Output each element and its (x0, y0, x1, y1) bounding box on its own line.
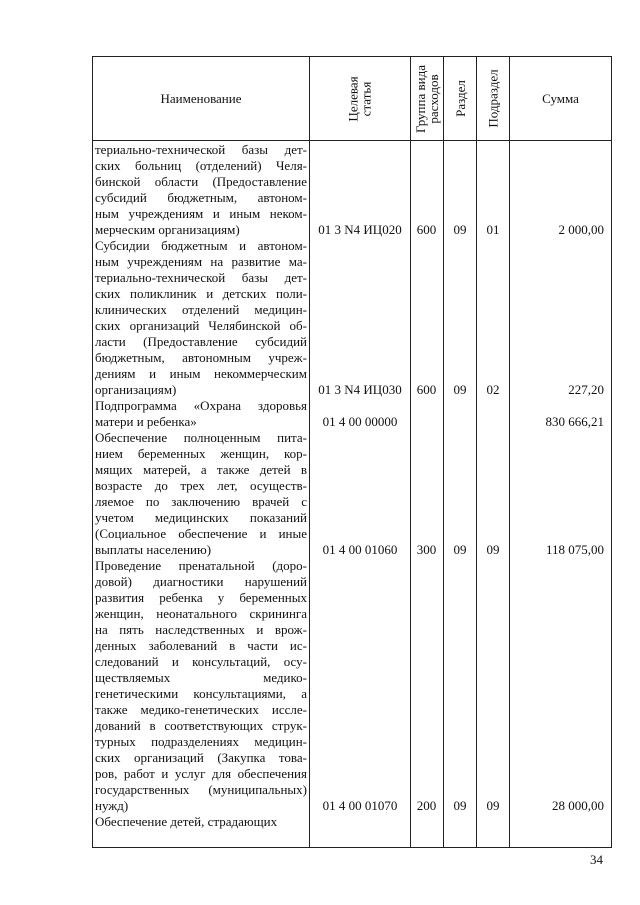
row-name-line: Обеспечение полноценным пита- (95, 430, 307, 445)
row-name-line: следований и консультаций, осу- (95, 654, 307, 669)
header-group-label: Группа вида расходов (413, 64, 442, 133)
column-divider (509, 57, 510, 847)
row-name-line: ществляемых медико- (95, 670, 307, 685)
budget-table (92, 56, 612, 848)
row-name-line: денных заболеваний в части ис- (95, 638, 307, 653)
header-group (411, 57, 443, 140)
row-name (95, 238, 307, 398)
row-name-line: Подпрограмма «Охрана здоровья (95, 398, 307, 413)
row-subsection: 01 (486, 222, 500, 237)
row-expense-group: 200 (416, 798, 437, 813)
row-name-line: также медико-генетических иссле- (95, 702, 307, 717)
row-name-line: бюджетным, автономным учреж- (95, 350, 307, 365)
row-name-line: ских организаций Челябинской об- (95, 318, 307, 333)
row-name (95, 814, 307, 830)
row-name-line: дований в соответствующих струк- (95, 718, 307, 733)
row-name-line: мящих матерей, а также детей в (95, 462, 307, 477)
header-target-label: Целевая статья (345, 75, 374, 122)
row-sum: 2 000,00 (558, 222, 604, 237)
row-name-line: матери и ребенка» (95, 414, 197, 429)
row-name-line: возрасте до трех лет, осуществ- (95, 478, 307, 493)
row-name-line: на пять наследственных и врож- (95, 622, 307, 637)
row-name-line: (Социальное обеспечение и иные (95, 526, 307, 541)
row-expense-group: 600 (416, 382, 437, 397)
row-expense-group: 600 (416, 222, 437, 237)
row-sum: 28 000,00 (552, 798, 604, 813)
page-number: 34 (590, 852, 603, 867)
header-section (444, 57, 476, 140)
row-name-line: ских больниц (отделений) Челя- (95, 158, 307, 173)
row-name-line: дениям и иным некоммерческим (95, 366, 307, 381)
header-sum (510, 57, 611, 140)
row-name-line: ров, работ и услуг для обеспечения (95, 766, 307, 781)
header-divider (93, 140, 611, 141)
row-name-line: клинических отделений медицин- (95, 302, 307, 317)
row-name-line: териально-технической базы дет- (95, 270, 307, 285)
row-name (95, 558, 307, 814)
row-name-line: организациям) (95, 382, 177, 397)
row-name-line: турных подразделениях медицин- (95, 734, 307, 749)
row-name-line: териально-технической базы дет- (95, 142, 307, 157)
column-divider (309, 57, 310, 847)
header-subsection-label: Подраздел (485, 69, 501, 128)
row-name-line: нужд) (95, 798, 129, 813)
row-name-line: учетом медицинских показаний (95, 510, 307, 525)
header-subsection (477, 57, 509, 140)
row-target-code: 01 4 00 00000 (322, 414, 398, 429)
row-name-line: нием беременных женщин, кор- (95, 446, 307, 461)
row-name-line: довой) диагностики нарушений (95, 574, 307, 589)
row-target-code: 01 4 00 01060 (322, 542, 398, 557)
row-subsection: 09 (486, 542, 500, 557)
header-target (310, 57, 410, 140)
row-name-line: Субсидии бюджетным и автоном- (95, 238, 307, 253)
row-section: 09 (453, 382, 467, 397)
row-sum: 227,20 (568, 382, 604, 397)
row-name-line: женщин, неонатального скрининга (95, 606, 307, 621)
row-expense-group: 300 (416, 542, 437, 557)
header-sum-label: Сумма (542, 90, 579, 106)
row-name (95, 142, 307, 238)
row-name-line: ласти (Предоставление субсидий (95, 334, 307, 349)
header-name-label: Наименование (160, 90, 242, 106)
row-name-line: ным учреждениям и иным неком- (95, 206, 307, 221)
row-target-code: 01 4 00 01070 (322, 798, 398, 813)
header-name (93, 57, 309, 140)
row-name-line: Проведение пренатальной (доро- (95, 558, 307, 573)
column-divider (476, 57, 477, 847)
row-name (95, 398, 307, 430)
row-section: 09 (453, 798, 467, 813)
row-target-code: 01 3 N4 ИЦ020 (318, 222, 402, 237)
row-name-line: ских поликлиник и детских поли- (95, 286, 307, 301)
row-name-line: выплаты населению) (95, 542, 212, 557)
row-section: 09 (453, 542, 467, 557)
row-name-line: бинской области (Предоставление (95, 174, 307, 189)
row-name-line: государственных (муниципальных) (95, 782, 307, 797)
row-name-line: ских организаций (Закупка това- (95, 750, 307, 765)
row-name-line: генетическими консультациями, а (95, 686, 307, 701)
header-section-label: Раздел (452, 80, 468, 117)
row-name-line: развития ребенка у беременных (95, 590, 307, 605)
column-divider (443, 57, 444, 847)
row-sum: 118 075,00 (545, 542, 604, 557)
row-subsection: 02 (486, 382, 500, 397)
row-subsection: 09 (486, 798, 500, 813)
row-name-line: мерческим организациям) (95, 222, 240, 237)
row-sum: 830 666,21 (545, 414, 604, 429)
row-name-line: ным учреждениям на развитие ма- (95, 254, 307, 269)
row-name (95, 430, 307, 558)
row-name-line: субсидий бюджетным, автоном- (95, 190, 307, 205)
row-name-line: Обеспечение детей, страдающих (95, 814, 278, 829)
row-name-line: ляемое по заключению врачей с (95, 494, 307, 509)
row-target-code: 01 3 N4 ИЦ030 (318, 382, 402, 397)
row-section: 09 (453, 222, 467, 237)
column-divider (410, 57, 411, 847)
